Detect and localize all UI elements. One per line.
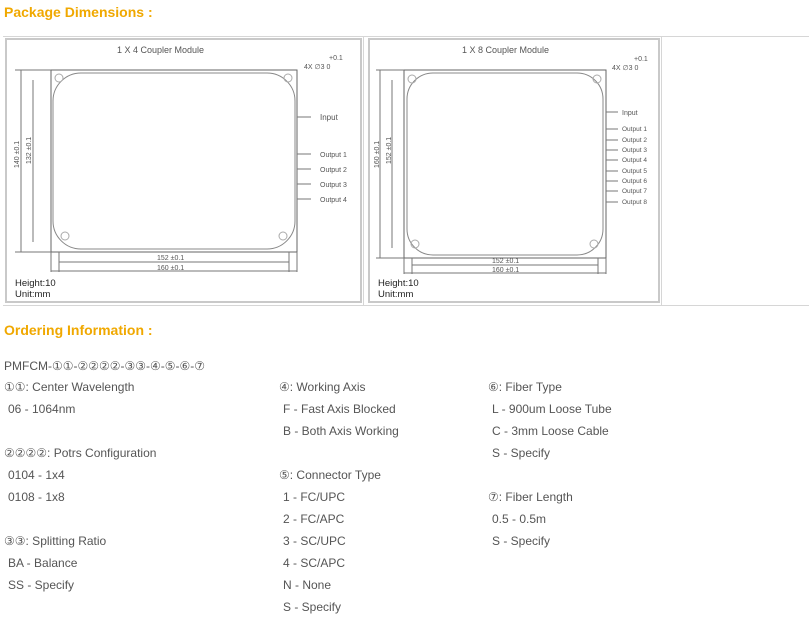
module-lid	[407, 73, 603, 255]
module-outline	[51, 70, 297, 252]
diagram-1x4-drawing	[7, 40, 360, 301]
field-option: 0104 - 1x4	[8, 468, 65, 482]
module-outline	[404, 70, 606, 258]
field-label: ②②②②: Potrs Configuration	[4, 446, 157, 460]
output-label: Output 5	[622, 168, 647, 175]
input-label: Input	[320, 113, 338, 122]
field-option: 0.5 - 0.5m	[492, 512, 547, 526]
diagram-title: 1 X 4 Coupler Module	[117, 45, 205, 55]
hole-tolerance: +0.1	[329, 55, 343, 62]
field-label: ⑦: Fiber Length	[488, 490, 573, 504]
mount-hole	[284, 74, 292, 82]
unit-note: Unit:mm	[378, 289, 414, 300]
output-label: Output 8	[622, 199, 647, 206]
output-label: Output 4	[622, 157, 647, 164]
mount-hole	[590, 240, 598, 248]
output-label: Output 2	[622, 137, 647, 144]
dim-inner-width: 152 ±0.1	[157, 255, 185, 262]
hole-tolerance: +0.1	[634, 56, 648, 63]
field-option: 0108 - 1x8	[8, 490, 65, 504]
field-option: S - Specify	[492, 534, 551, 548]
mount-hole	[55, 74, 63, 82]
part-number-format: PMFCM-①①-②②②②-③③-④-⑤-⑥-⑦	[4, 359, 206, 373]
field-option: S - Specify	[492, 446, 551, 460]
ordering-column-2	[279, 376, 479, 618]
field-label: ⑤: Connector Type	[279, 468, 381, 482]
field-label: ⑥: Fiber Type	[488, 380, 562, 394]
hole-spec: 4X ∅3 0	[612, 65, 639, 72]
field-option: SS - Specify	[8, 578, 75, 592]
panel-separator	[661, 37, 662, 305]
panel-separator	[363, 37, 364, 305]
field-option: 06 - 1064nm	[8, 402, 76, 416]
output-label: Output 1	[622, 126, 647, 133]
dim-inner-height: 152 ±0.1	[386, 136, 393, 164]
dim-outer-width: 160 ±0.1	[157, 265, 185, 272]
height-note: Height:10	[15, 278, 56, 289]
field-label: ③③: Splitting Ratio	[4, 534, 107, 548]
diagram-1x8	[368, 38, 660, 303]
output-label: Output 7	[622, 188, 647, 195]
dim-inner-width: 152 ±0.1	[492, 258, 520, 265]
output-label: Output 1	[320, 152, 347, 159]
unit-note: Unit:mm	[15, 289, 51, 300]
diagram-1x8-drawing	[370, 40, 658, 301]
height-note: Height:10	[378, 278, 419, 289]
field-option: C - 3mm Loose Cable	[492, 424, 609, 438]
field-label: ④: Working Axis	[279, 380, 366, 394]
package-dimensions-heading: Package Dimensions :	[4, 4, 153, 20]
output-label: Output 3	[320, 182, 347, 189]
hole-spec: 4X ∅3 0	[304, 64, 331, 71]
field-option: 4 - SC/APC	[283, 556, 346, 570]
dim-outer-height: 140 ±0.1	[14, 140, 21, 168]
dim-inner-height: 132 ±0.1	[26, 136, 33, 164]
field-option: B - Both Axis Working	[283, 424, 399, 438]
output-label: Output 2	[320, 167, 347, 174]
field-option: 2 - FC/APC	[283, 512, 345, 526]
diagram-title: 1 X 8 Coupler Module	[462, 45, 550, 55]
field-option: N - None	[283, 578, 332, 592]
ordering-information-heading: Ordering Information :	[4, 322, 153, 338]
dim-outer-width: 160 ±0.1	[492, 267, 520, 274]
field-option: F - Fast Axis Blocked	[283, 402, 396, 416]
ordering-column-1	[4, 376, 264, 596]
input-label: Input	[622, 110, 638, 117]
output-label: Output 4	[320, 197, 347, 204]
mount-hole	[408, 75, 416, 83]
field-option: S - Specify	[283, 600, 342, 614]
output-label: Output 3	[622, 147, 647, 154]
field-label: ①①: Center Wavelength	[4, 380, 135, 394]
field-option: BA - Balance	[8, 556, 78, 570]
diagram-1x4	[5, 38, 362, 303]
field-option: 3 - SC/UPC	[283, 534, 346, 548]
ordering-column-3	[488, 376, 688, 552]
mount-hole	[279, 232, 287, 240]
mount-hole	[61, 232, 69, 240]
output-label: Output 6	[622, 178, 647, 185]
dim-outer-height: 160 ±0.1	[374, 140, 381, 168]
diagram-strip	[3, 36, 809, 306]
module-lid	[53, 73, 295, 249]
field-option: 1 - FC/UPC	[283, 490, 346, 504]
field-option: L - 900um Loose Tube	[492, 402, 612, 416]
